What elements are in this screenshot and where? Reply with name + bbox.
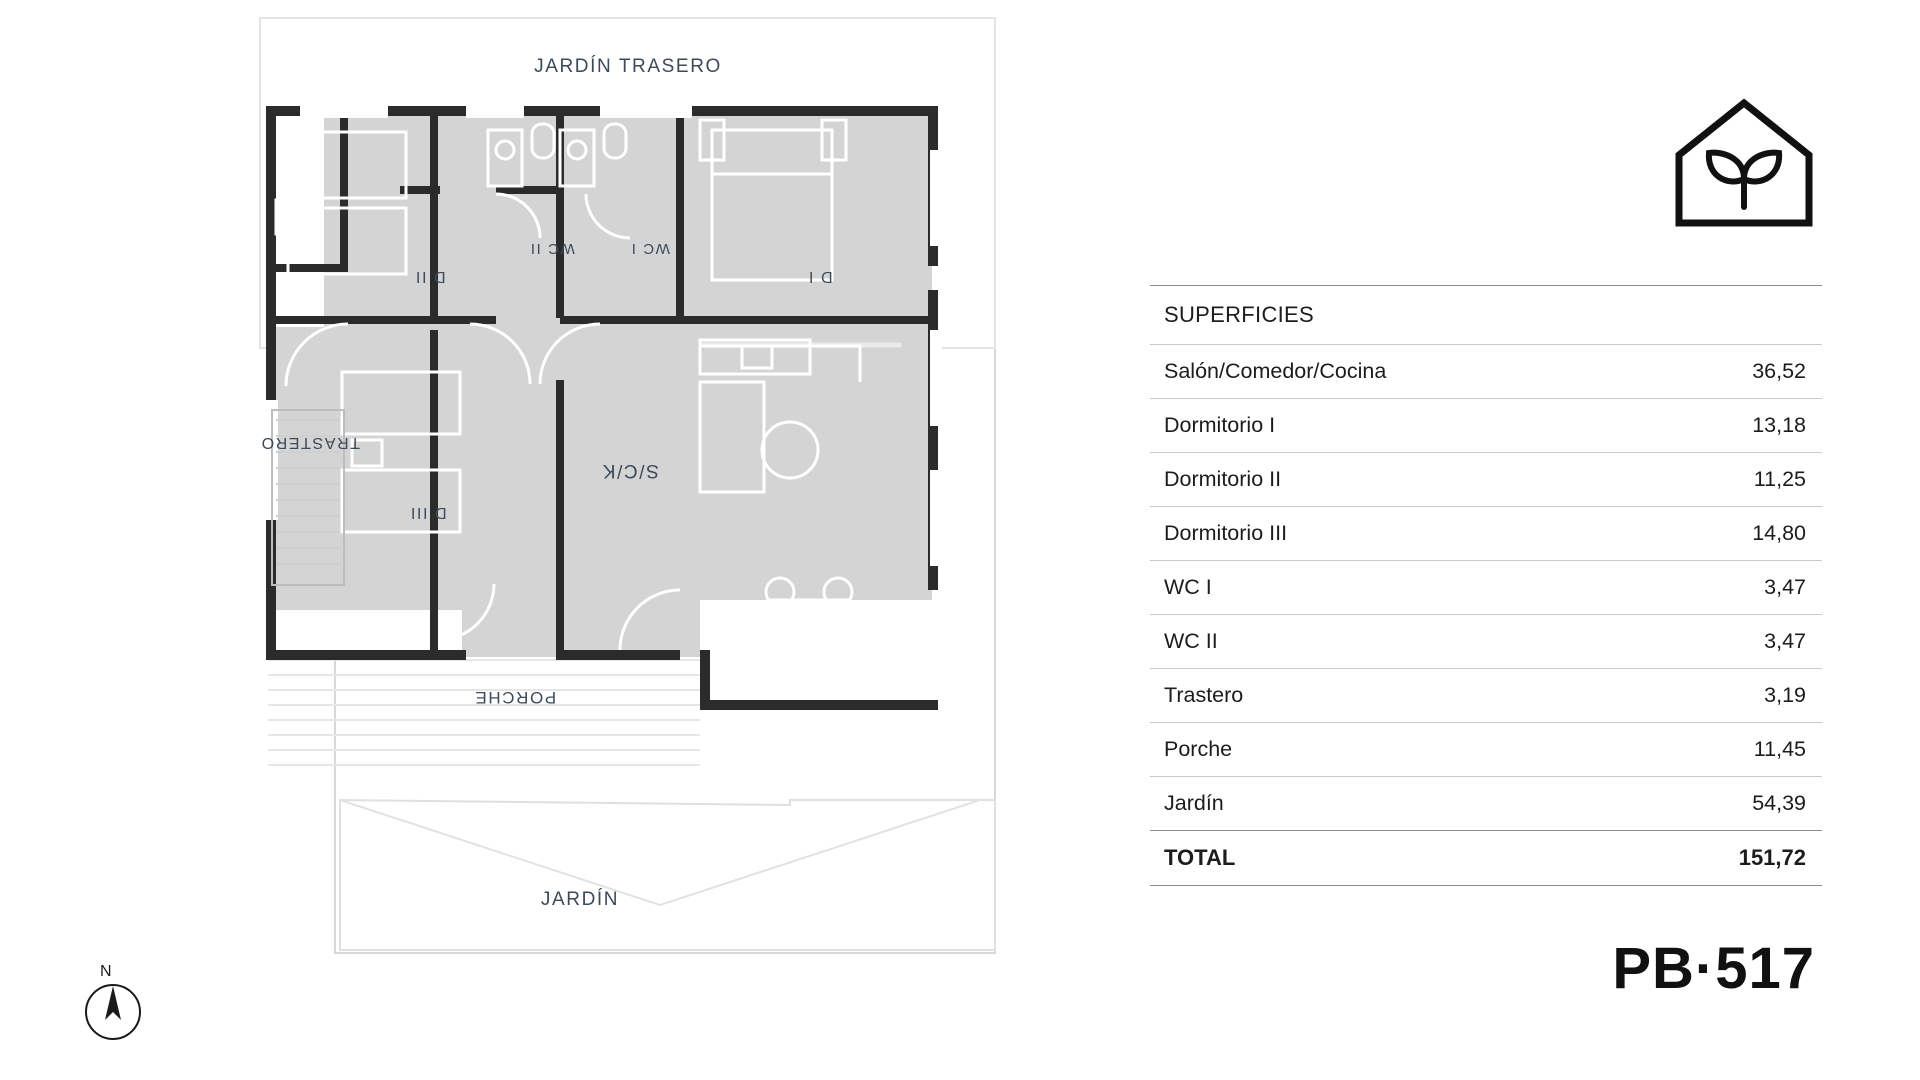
table-row (1150, 777, 1822, 831)
row-name: Dormitorio I (1164, 413, 1276, 437)
table-header-label: SUPERFICIES (1164, 302, 1314, 327)
row-value: 3,19 (1764, 683, 1806, 707)
table-row (1150, 345, 1822, 399)
label-dormitorio-2: D II (414, 268, 446, 285)
label-dormitorio-1: D I (807, 268, 833, 285)
row-value: 54,39 (1752, 791, 1806, 815)
table-row (1150, 507, 1822, 561)
plan-code: PB·517 (1612, 936, 1815, 1001)
row-name: Porche (1164, 737, 1233, 761)
row-value: 36,52 (1752, 359, 1806, 383)
row-value: 11,25 (1753, 467, 1806, 491)
compass-north-letter: N (100, 963, 112, 980)
table-row (1150, 615, 1822, 669)
table-row (1150, 561, 1822, 615)
row-value: 11,45 (1753, 737, 1806, 761)
row-value: 14,80 (1752, 521, 1806, 545)
row-name: Dormitorio III (1164, 521, 1288, 545)
table-row (1150, 453, 1822, 507)
table-total-row (1150, 831, 1822, 886)
label-salon-comedor-cocina: S/C/K (601, 460, 659, 481)
row-name: Salón/Comedor/Cocina (1164, 359, 1387, 383)
row-name: Trastero (1164, 683, 1244, 707)
label-wc-2: WC II (529, 240, 575, 257)
table-row (1150, 399, 1822, 453)
surfaces-table (1150, 285, 1822, 886)
table-header-row (1150, 286, 1822, 345)
label-jardin-trasero: JARDÍN TRASERO (534, 56, 722, 77)
label-trastero: TRASTERO (260, 434, 360, 451)
row-name: Jardín (1164, 791, 1224, 815)
row-value: 3,47 (1764, 575, 1806, 599)
table-row (1150, 669, 1822, 723)
label-jardin: JARDÍN (540, 889, 620, 910)
compass-rose (78, 960, 158, 1050)
label-dormitorio-3: D III (409, 504, 447, 521)
table-row (1150, 723, 1822, 777)
house-plant-icon (1669, 95, 1819, 235)
row-value: 13,18 (1752, 413, 1806, 437)
info-panel (1145, 0, 1825, 1080)
total-value: 151,72 (1738, 845, 1806, 870)
total-label: TOTAL (1164, 845, 1236, 870)
row-name: WC II (1164, 629, 1218, 653)
label-porche: PORCHE (473, 688, 557, 707)
row-value: 3,47 (1764, 629, 1806, 653)
label-wc-1: WC I (630, 240, 670, 257)
row-name: Dormitorio II (1164, 467, 1282, 491)
row-name: WC I (1164, 575, 1212, 599)
